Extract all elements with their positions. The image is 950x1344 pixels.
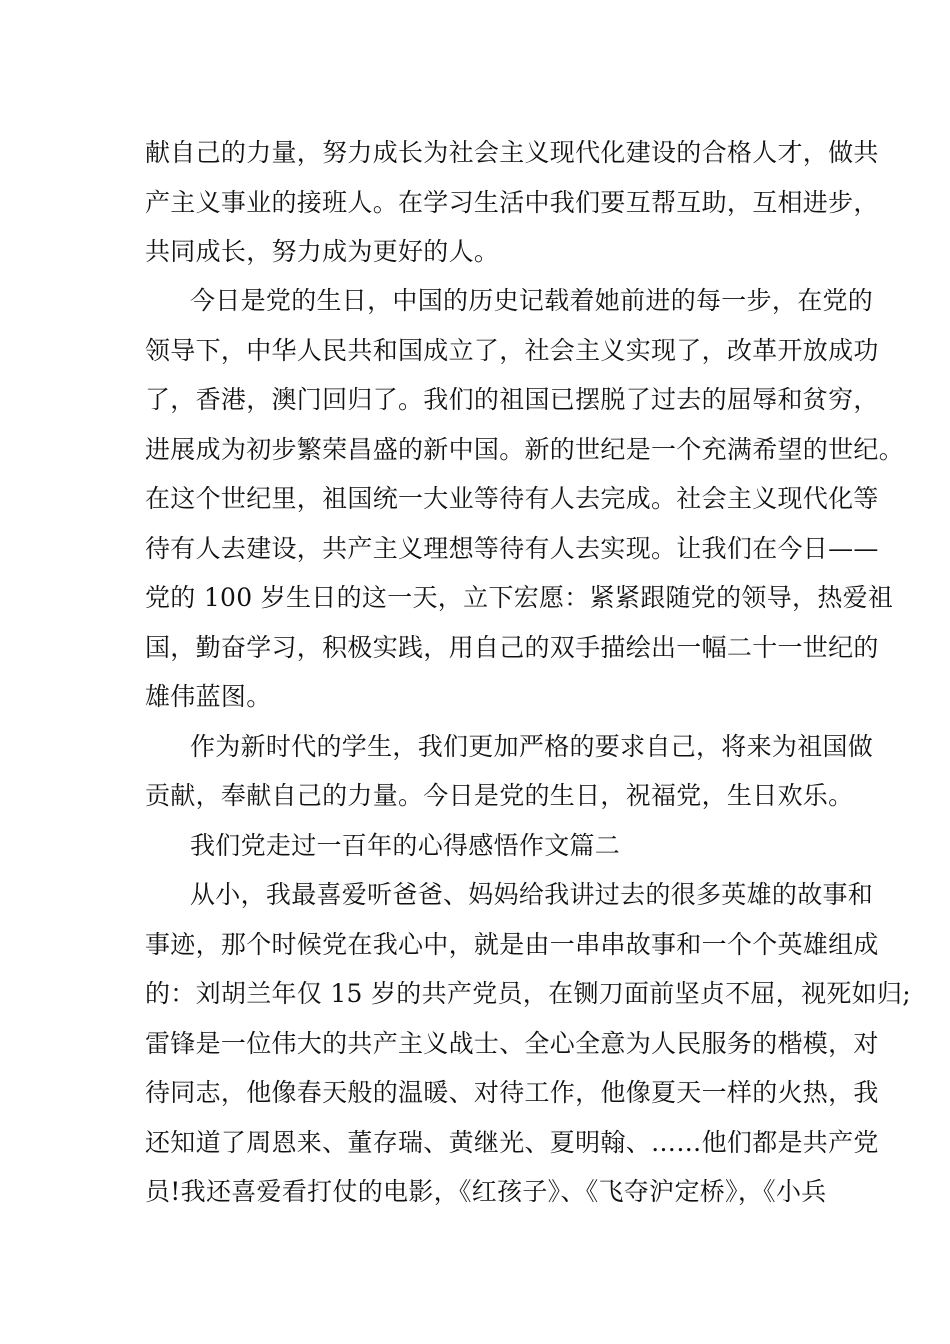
paragraph-first-line: 从小，我最喜爱听爸爸、妈妈给我讲过去的很多英雄的故事和 [190,880,874,909]
text-line: 待同志，他像春天般的温暖、对待工作，他像夏天一样的火热，我 [145,1078,879,1107]
text-line: 在这个世纪里，祖国统一大业等待有人去完成。社会主义现代化等 [145,484,879,513]
section-heading: 我们党走过一百年的心得感悟作文篇二 [190,831,621,860]
text-line: 待有人去建设，共产主义理想等待有人去实现。让我们在今日—— [145,534,879,563]
text-line: 还知道了周恩来、董存瑞、黄继光、夏明翰、……他们都是共产党 [145,1128,879,1157]
paragraph-first-line: 今日是党的生日，中国的历史记载着她前进的每一步，在党的 [190,286,874,315]
text-line: 员!我还喜爱看打仗的电影，《红孩子》、《飞夺沪定桥》，《小兵 [145,1177,827,1206]
text-line: 党的 100 岁生日的这一天，立下宏愿：紧紧跟随党的领导，热爱祖 [145,583,894,612]
text-line: 事迹，那个时候党在我心中，就是由一串串故事和一个个英雄组成 [145,930,879,959]
text-line: 共同成长，努力成为更好的人。 [145,237,500,266]
text-line: 的：刘胡兰年仅 15 岁的共产党员，在铡刀面前坚贞不屈，视死如归; [145,979,912,1008]
text-line: 雷锋是一位伟大的共产主义战士、全心全意为人民服务的楷模，对 [145,1029,879,1058]
text-line: 领导下，中华人民共和国成立了，社会主义实现了，改革开放成功 [145,336,879,365]
text-line: 贡献，奉献自己的力量。今日是党的生日，祝福党，生日欢乐。 [145,781,854,810]
text-line: 雄伟蓝图。 [145,682,272,711]
text-line: 国，勤奋学习，积极实践，用自己的双手描绘出一幅二十一世纪的 [145,633,879,662]
text-line: 献自己的力量，努力成长为社会主义现代化建设的合格人才，做共 [145,138,879,167]
paragraph-first-line: 作为新时代的学生，我们更加严格的要求自己，将来为祖国做 [190,732,874,761]
text-line: 产主义事业的接班人。在学习生活中我们要互帮互助，互相进步， [145,188,879,217]
text-line: 进展成为初步繁荣昌盛的新中国。新的世纪是一个充满希望的世纪。 [145,435,905,464]
text-line: 了，香港，澳门回归了。我们的祖国已摆脱了过去的屈辱和贫穷， [145,385,879,414]
